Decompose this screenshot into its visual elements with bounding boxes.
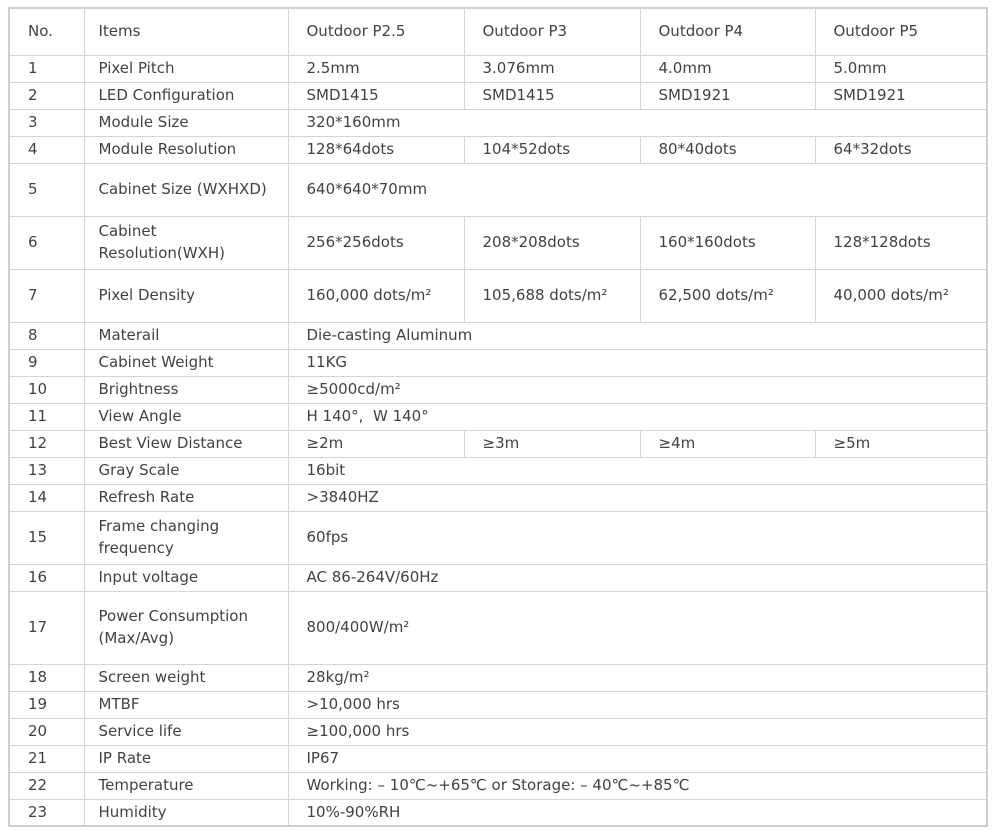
spec-value-cell: 64*32dots (815, 136, 987, 163)
column-header-outdoor-p2-5: Outdoor P2.5 (288, 8, 464, 55)
spec-value-cell: 256*256dots (288, 216, 464, 269)
table-row (9, 430, 987, 457)
column-header-items: Items (84, 8, 288, 55)
column-header-outdoor-p3: Outdoor P3 (464, 8, 640, 55)
spec-value-cell-span: Working: – 10℃~+65℃ or Storage: – 40℃~+85℃ (288, 772, 987, 799)
table-row (9, 349, 987, 376)
spec-value-cell: 5.0mm (815, 55, 987, 82)
row-number-cell: 18 (9, 664, 84, 691)
spec-value-cell-span: 28kg/m² (288, 664, 987, 691)
row-number-cell: 4 (9, 136, 84, 163)
item-name-cell: View Angle (84, 403, 288, 430)
item-name-cell: Screen weight (84, 664, 288, 691)
item-name-cell: MTBF (84, 691, 288, 718)
spec-value-cell: 104*52dots (464, 136, 640, 163)
row-number-cell: 12 (9, 430, 84, 457)
spec-value-cell: SMD1415 (288, 82, 464, 109)
spec-value-cell-span: 60fps (288, 511, 987, 564)
table-row (9, 799, 987, 826)
spec-value-cell-span: 16bit (288, 457, 987, 484)
spec-value-cell-span: AC 86-264V/60Hz (288, 564, 987, 591)
spec-value-cell-span: 11KG (288, 349, 987, 376)
led-spec-table (8, 7, 988, 827)
spec-value-cell: SMD1415 (464, 82, 640, 109)
column-header-outdoor-p4: Outdoor P4 (640, 8, 815, 55)
spec-value-cell: 4.0mm (640, 55, 815, 82)
spec-value-cell-span: H 140°, W 140° (288, 403, 987, 430)
table-row (9, 55, 987, 82)
row-number-cell: 13 (9, 457, 84, 484)
item-name-cell: Pixel Density (84, 269, 288, 322)
table-row (9, 216, 987, 269)
row-number-cell: 8 (9, 322, 84, 349)
spec-value-cell-span: ≥100,000 hrs (288, 718, 987, 745)
item-name-cell: Refresh Rate (84, 484, 288, 511)
row-number-cell: 3 (9, 109, 84, 136)
header-row (9, 8, 987, 55)
table-row (9, 403, 987, 430)
row-number-cell: 2 (9, 82, 84, 109)
spec-value-cell: 40,000 dots/m² (815, 269, 987, 322)
spec-value-cell: 160,000 dots/m² (288, 269, 464, 322)
item-name-cell: Best View Distance (84, 430, 288, 457)
spec-value-cell: 160*160dots (640, 216, 815, 269)
item-name-cell: Humidity (84, 799, 288, 826)
table-row (9, 591, 987, 664)
row-number-cell: 5 (9, 163, 84, 216)
item-name-cell: Module Resolution (84, 136, 288, 163)
spec-value-cell: 2.5mm (288, 55, 464, 82)
item-name-cell: Power Consumption (Max/Avg) (84, 591, 288, 664)
item-name-cell: Cabinet Resolution(WXH) (84, 216, 288, 269)
spec-value-cell-span: 320*160mm (288, 109, 987, 136)
spec-value-cell-span: ≥5000cd/m² (288, 376, 987, 403)
row-number-cell: 17 (9, 591, 84, 664)
table-row (9, 82, 987, 109)
spec-value-cell-span: >3840HZ (288, 484, 987, 511)
spec-value-cell: 3.076mm (464, 55, 640, 82)
spec-value-cell-span: 10%-90%RH (288, 799, 987, 826)
row-number-cell: 20 (9, 718, 84, 745)
row-number-cell: 23 (9, 799, 84, 826)
item-name-cell: Cabinet Weight (84, 349, 288, 376)
column-header-outdoor-p5: Outdoor P5 (815, 8, 987, 55)
spec-value-cell: ≥3m (464, 430, 640, 457)
item-name-cell: Pixel Pitch (84, 55, 288, 82)
row-number-cell: 22 (9, 772, 84, 799)
spec-value-cell: 208*208dots (464, 216, 640, 269)
item-name-cell: Cabinet Size (WXHXD) (84, 163, 288, 216)
item-name-cell: IP Rate (84, 745, 288, 772)
spec-value-cell: ≥2m (288, 430, 464, 457)
row-number-cell: 1 (9, 55, 84, 82)
row-number-cell: 19 (9, 691, 84, 718)
table-row (9, 564, 987, 591)
item-name-cell: Materail (84, 322, 288, 349)
table-row (9, 511, 987, 564)
spec-value-cell: 105,688 dots/m² (464, 269, 640, 322)
item-name-cell: Brightness (84, 376, 288, 403)
item-name-cell: Module Size (84, 109, 288, 136)
spec-value-cell-span: >10,000 hrs (288, 691, 987, 718)
item-name-cell: Gray Scale (84, 457, 288, 484)
row-number-cell: 14 (9, 484, 84, 511)
row-number-cell: 11 (9, 403, 84, 430)
item-name-cell: Service life (84, 718, 288, 745)
table-row (9, 322, 987, 349)
table-row (9, 664, 987, 691)
spec-value-cell-span: 800/400W/m² (288, 591, 987, 664)
row-number-cell: 9 (9, 349, 84, 376)
table-row (9, 163, 987, 216)
table-row (9, 136, 987, 163)
row-number-cell: 15 (9, 511, 84, 564)
spec-value-cell-span: IP67 (288, 745, 987, 772)
table-row (9, 376, 987, 403)
item-name-cell: Input voltage (84, 564, 288, 591)
spec-value-cell-span: Die-casting Aluminum (288, 322, 987, 349)
row-number-cell: 21 (9, 745, 84, 772)
spec-value-cell: SMD1921 (815, 82, 987, 109)
spec-value-cell: 62,500 dots/m² (640, 269, 815, 322)
row-number-cell: 6 (9, 216, 84, 269)
table-row (9, 772, 987, 799)
spec-value-cell-span: 640*640*70mm (288, 163, 987, 216)
table-row (9, 457, 987, 484)
row-number-cell: 7 (9, 269, 84, 322)
column-header-no: No. (9, 8, 84, 55)
spec-value-cell: SMD1921 (640, 82, 815, 109)
spec-value-cell: ≥5m (815, 430, 987, 457)
table-row (9, 109, 987, 136)
item-name-cell: Frame changing frequency (84, 511, 288, 564)
spec-table-body (9, 55, 987, 826)
spec-value-cell: ≥4m (640, 430, 815, 457)
table-row (9, 691, 987, 718)
table-row (9, 484, 987, 511)
table-row (9, 745, 987, 772)
spec-value-cell: 128*64dots (288, 136, 464, 163)
table-row (9, 718, 987, 745)
table-row (9, 269, 987, 322)
spec-value-cell: 128*128dots (815, 216, 987, 269)
row-number-cell: 10 (9, 376, 84, 403)
spec-value-cell: 80*40dots (640, 136, 815, 163)
item-name-cell: Temperature (84, 772, 288, 799)
item-name-cell: LED Configuration (84, 82, 288, 109)
row-number-cell: 16 (9, 564, 84, 591)
